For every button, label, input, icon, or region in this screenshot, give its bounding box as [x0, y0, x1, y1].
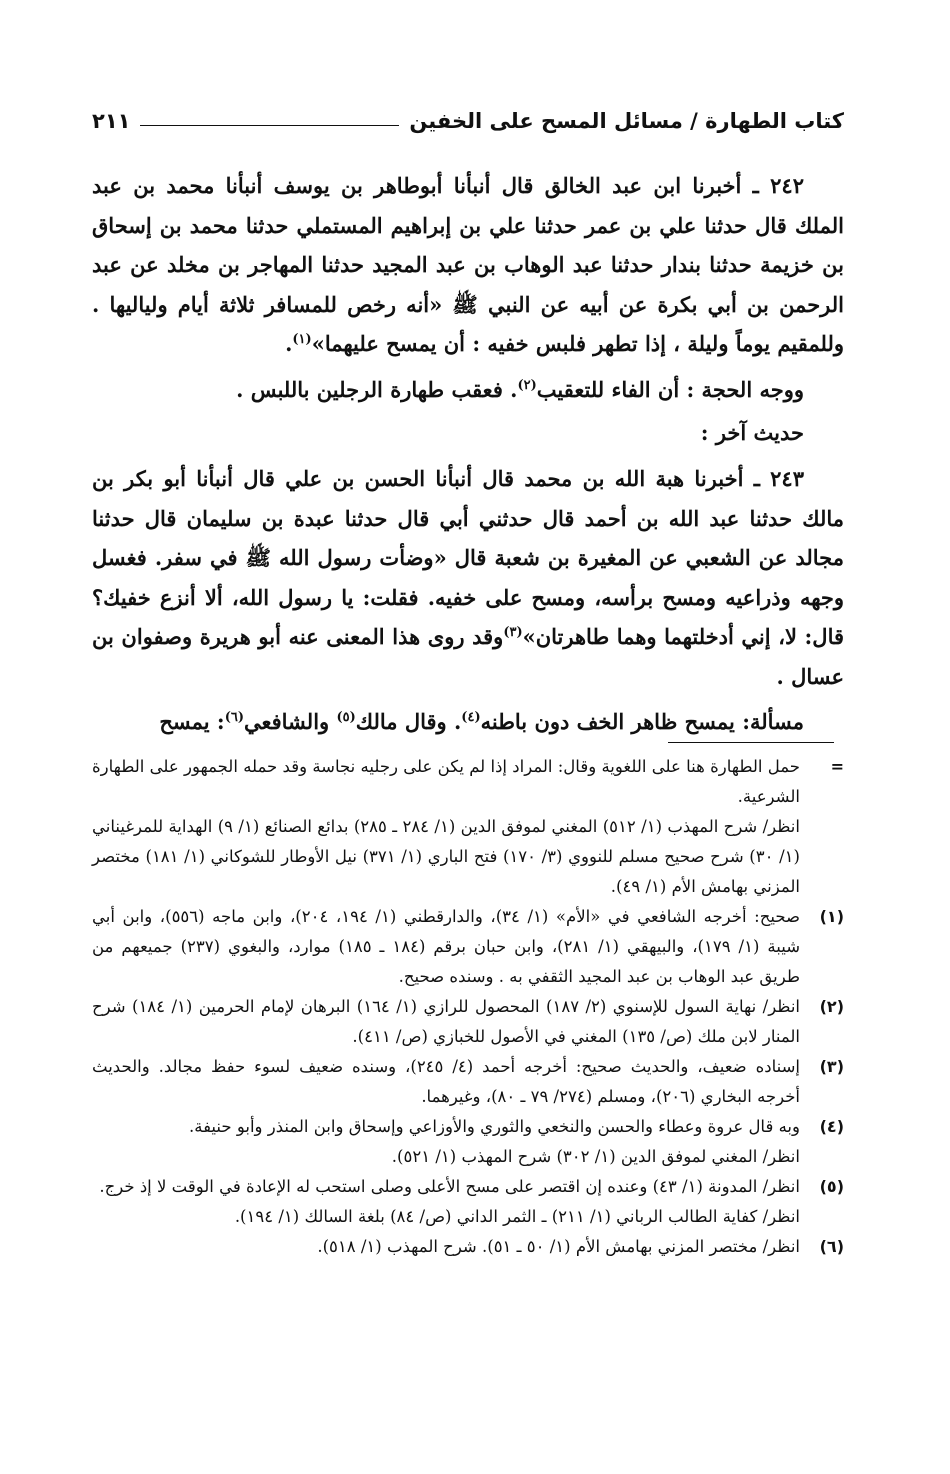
page-number: ٢١١: [92, 109, 131, 133]
hadith-243-end: وقد روى هذا المعنى عنه أبو هريرة وصفوان بن عسال .: [92, 624, 844, 689]
footnote-separator: [668, 742, 834, 743]
footnote-4-refs: انظر/ المغني لموفق الدين (١/ ٣٠٢) شرح المهذب (١/ ٥٢١).: [391, 1147, 800, 1166]
footnote-2-marker: (٢): [819, 997, 844, 1016]
footnotes: [92, 752, 844, 1262]
hadith-243: [92, 459, 844, 696]
masala-paragraph: [92, 702, 844, 742]
header-title: كتاب الطهارة / مسائل المسح على الخفين: [409, 109, 844, 133]
footnote-1: [92, 902, 844, 992]
footnote-4-text: وبه قال عروة وعطاء والحسن والنخعي والثوري والأوزاعي وإسحاق وابن المنذر وأبو حنيفة.: [188, 1117, 800, 1136]
main-text: [92, 166, 844, 742]
footnote-ref-2[interactable]: (٢): [517, 377, 537, 393]
footnote-continued-refs: انظر/ شرح المهذب (١/ ٥١٢) المغني لموفق الدين (١/ ٢٨٤ ـ ٢٨٥) بدائع الصنائع (١/ ٩) الهداية للمرغيناني (١/ ٣٠) شرح صحيح مسلم للنووي (٣/ ١٧٠) فتح الباري (١/ ٣٧١) نيل الأوطار للشوكاني (١/ ١٨١) مختصر المزني بهامش الأم (١/ ٤٩).: [92, 817, 800, 896]
footnote-5-marker: (٥): [819, 1177, 844, 1196]
header-rule: [140, 125, 399, 126]
masala-text-4: : يمسح: [159, 709, 225, 734]
footnote-ref-5[interactable]: (٥): [336, 710, 356, 725]
hadith-242: [92, 166, 844, 364]
footnote-ref-6[interactable]: (٦): [224, 710, 244, 725]
footnote-5: [92, 1172, 844, 1202]
hadith-242-end: .: [285, 331, 293, 356]
masala-label: مسألة: [749, 709, 804, 734]
footnote-2: [92, 992, 844, 1052]
footnote-3-text: إسناده ضعيف، والحديث صحيح: أخرجه أحمد (٤/ ٢٤٥)، وسنده ضعيف لسوء حفظ مجالد. والحديث أخرجه البخاري (٢٠٦)، ومسلم (٢٧٤/ ٧٩ ـ ٨٠)، وغيرهما.: [92, 1057, 801, 1106]
footnote-6: [92, 1232, 844, 1262]
footnote-ref-3[interactable]: (٣): [503, 625, 523, 640]
wajh-al-hujja: [92, 370, 844, 410]
footnote-4: [92, 1112, 844, 1142]
footnote-continued: [92, 752, 844, 812]
section-heading: حديث آخر :: [700, 420, 804, 445]
footnote-ref-4[interactable]: (٤): [461, 710, 481, 725]
footnote-2-text: انظر/ نهاية السول للإسنوي (٢/ ١٨٧) المحصول للرازي (١/ ١٦٤) البرهان لإمام الحرمين (١/ ١٨٤) شرح المنار لابن ملك (ص/ ١٣٥) المغني في الأصول للخبازي (ص/ ٤١١).: [92, 997, 801, 1046]
footnote-ref-1[interactable]: (١): [292, 332, 312, 347]
masala-text-3: والشافعي: [243, 709, 337, 734]
footnote-6-text: انظر/ مختصر المزني بهامش الأم (١/ ٥٠ ـ ٥١). شرح المهذب (١/ ٥١٨).: [317, 1237, 800, 1256]
footnote-3: [92, 1052, 844, 1112]
continuation-marker: =: [830, 757, 844, 776]
footnote-continued-text: حمل الطهارة هنا على اللغوية وقال: المراد إذا لم يكن على رجليه نجاسة وقد حمله الجمهور على الطهارة الشرعية.: [92, 757, 800, 806]
footnote-4-marker: (٤): [819, 1117, 844, 1136]
footnote-5-text: انظر/ المدونة (١/ ٤٣) وعنده إن اقتصر على مسح الأعلى وصلى استحب له الإعادة في الوقت لا إذ خرج.: [99, 1177, 800, 1196]
running-header: [92, 104, 844, 138]
footnote-3-marker: (٣): [819, 1057, 844, 1076]
masala-text-2: . وقال مالك: [355, 709, 462, 734]
wajh-end: . فعقب طهارة الرجلين باللبس .: [236, 376, 518, 402]
footnote-1-marker: (١): [819, 907, 844, 926]
footnote-5-refs: انظر/ كفاية الطالب الرباني (١/ ٢١١) ـ الثمر الداني (ص/ ٨٤) بلغة السالك (١/ ١٩٤).: [234, 1207, 800, 1226]
hadith-242-text: ٢٤٢ ـ أخبرنا ابن عبد الخالق قال أنبأنا أبوطاهر بن يوسف أنبأنا محمد بن عبد الملك قال حدثنا علي بن عمر حدثنا علي بن إبراهيم المستملي حدثنا محمد بن إسحاق بن خزيمة حدثنا بندار حدثنا عبد الوهاب بن عبد المجيد حدثنا المهاجر بن مخلد عن عبد الرحمن بن أبي بكرة عن أبيه عن النبي ﷺ «أنه رخص للمسافر ثلاثة أيام ولياليها . وللمقيم يوماً وليلة ، إذا تطهر فلبس خفيه : أن يمسح عليهما»: [92, 173, 844, 356]
wajh-text: ووجه الحجة : أن الفاء للتعقيب: [536, 376, 804, 402]
hadith-243-text: ٢٤٣ ـ أخبرنا هبة الله بن محمد قال أنبأنا الحسن بن علي قال أنبأنا أبو بكر بن مالك حدثنا عبد الله بن أحمد قال حدثني أبي قال حدثنا عبدة بن سليمان قال حدثنا مجالد عن الشعبي عن المغيرة بن شعبة قال «وضأت رسول الله ﷺ في سفر. فغسل وجهه وذراعيه ومسح برأسه، ومسح على خفيه. فقلت: يا رسول الله، ألا أنزع خفيك؟ قال: لا، إني أدخلتهما وهما طاهرتان»: [92, 466, 845, 649]
masala-text-1: : يمسح ظاهر الخف دون باطنه: [480, 709, 750, 734]
footnote-1-text: صحيح: أخرجه الشافعي في «الأم» (١/ ٣٤)، والدارقطني (١/ ١٩٤، ٢٠٤)، وابن ماجه (٥٥٦)، وابن أبي شيبة (١/ ١٧٩)، والبيهقي (١/ ٢٨١)، وابن حبان برقم (١٨٤ ـ ١٨٥) موارد، والبغوي (٢٣٧) جميعهم من طريق عبد الوهاب بن عبد المجيد الثقفي به . وسنده صحيح.: [92, 907, 801, 986]
footnote-6-marker: (٦): [819, 1237, 844, 1256]
